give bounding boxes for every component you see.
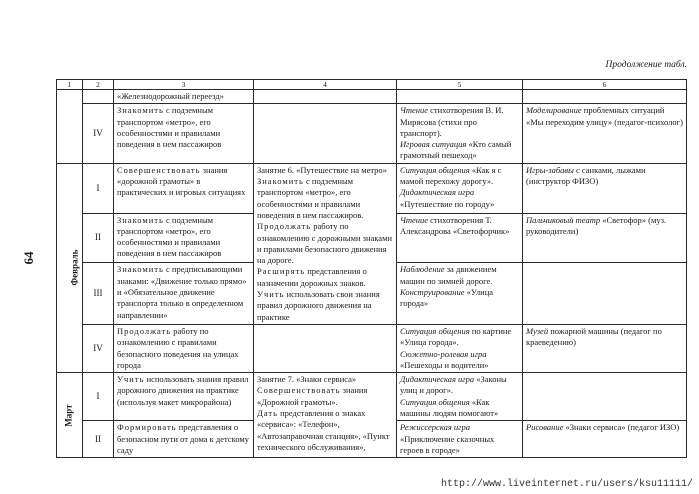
cell-goal: Учить использовать знания правил дорожного движения на практике (используя макет микрорайона)	[114, 373, 254, 421]
cell-activity: Дидактическая игра «Законы улиц и дорог». Ситуация общения «Как машины людям помогают»	[397, 373, 523, 421]
cell-goal: Совершенствовать знания «дорожной грамоты» в практических и игровых ситуациях	[114, 163, 254, 213]
week-cell: I	[83, 163, 114, 213]
plan-table	[56, 79, 687, 458]
cell-specialist	[523, 373, 687, 421]
cell-goal: Знакомить с подземным транспортом «метро», его особенностями и правилами поведения в нем пассажиров	[114, 104, 254, 163]
week-cell: IV	[83, 324, 114, 372]
cell-lesson: Занятие 7. «Знаки сервиса» Совершенствовать знания «Дорожной грамоты». Дать представления о знаках «сервиса»: «Телефон», «Автозаправочная станция», «Пункт технического обслуживания»,	[254, 373, 397, 458]
table-row	[57, 324, 687, 372]
table-row	[57, 104, 687, 163]
header-row	[57, 80, 687, 90]
table-row	[57, 373, 687, 421]
table-row	[57, 163, 687, 213]
cell-specialist: Игры-забавы с санками, лыжами (инструктор ФИЗО)	[523, 163, 687, 213]
cell-lesson	[254, 104, 397, 163]
month-cell-february: Февраль	[57, 163, 83, 372]
cell-specialist: Музей пожарной машины (педагог по краеведению)	[523, 324, 687, 372]
cell-goal: Продолжать работу по ознакомлению с правилами безопасного поведения на улицах города	[114, 324, 254, 372]
month-cell-march: Март	[57, 373, 83, 458]
cell-activity: Наблюдение за движением машин по зимней дороге. Конструирование «Улица города»	[397, 263, 523, 325]
cell-goal: Формировать представления о безопасном пути от дома к детскому саду	[114, 421, 254, 458]
table-continuation-caption: Продолжение табл.	[605, 60, 687, 70]
cell-specialist	[523, 263, 687, 325]
header-cell: 4	[254, 80, 397, 90]
cell-activity: Ситуация общения по картине «Улица города». Сюжетно-ролевая игра «Пешеходы и водители»	[397, 324, 523, 372]
cell-specialist: Пальчиковый театр «Светофор» (муз. руководители)	[523, 213, 687, 263]
header-cell: 2	[83, 80, 114, 90]
cell-activity: Чтение стихотворения В. И. Мирясова (стихи про транспорт). Игровая ситуация «Кто самый грамотный пешеход»	[397, 104, 523, 163]
cell-activity: Чтение стихотворения Т. Александрова «Светофорчик»	[397, 213, 523, 263]
header-cell: 5	[397, 80, 523, 90]
week-cell: I	[83, 373, 114, 421]
cell-goal: Знакомить с подземным транспортом «метро», его особенностями и правилами поведения в нем пассажиров	[114, 213, 254, 263]
week-cell: III	[83, 263, 114, 325]
cell-activity: Ситуация общения «Как я с мамой перехожу дорогу». Дидактическая игра «Путешествие по городу»	[397, 163, 523, 213]
week-cell: II	[83, 421, 114, 458]
table-row	[57, 90, 687, 104]
page-number: 64	[21, 251, 36, 265]
week-cell: II	[83, 213, 114, 263]
cell-specialist: Моделирование проблемных ситуаций «Мы переходим улицу» (педагог-психолог)	[523, 104, 687, 163]
header-cell: 1	[57, 80, 83, 90]
week-cell: IV	[83, 104, 114, 163]
cell-goal: Знакомить с предписывающими знаками: «Движение только прямо» и «Обязательное движение транспорта только в определенном направлении»	[114, 263, 254, 325]
header-cell: 3	[114, 80, 254, 90]
watermark-url: http://www.liveinternet.ru/users/ksu11111/	[440, 479, 693, 490]
header-cell: 6	[523, 80, 687, 90]
cell-lesson: Занятие 6. «Путешествие на метро» Знакомить с подземным транспортом «метро», его особенностями и правилами поведения в нем пассажиров. Продолжать работу по ознакомлению с дорожными знаками и правилами безопасного движения на дороге. Расширять представления о назначении дорожных знаков. Учить использовать свои знания правил дорожного движения на практике	[254, 163, 397, 324]
cell-goal: «Железнодорожный переезд»	[114, 90, 254, 104]
cell-lesson	[254, 324, 397, 372]
cell-specialist: Рисование «Знаки сервиса» (педагог ИЗО)	[523, 421, 687, 458]
cell-activity: Режиссерская игра «Приключение сказочных героев в городе»	[397, 421, 523, 458]
